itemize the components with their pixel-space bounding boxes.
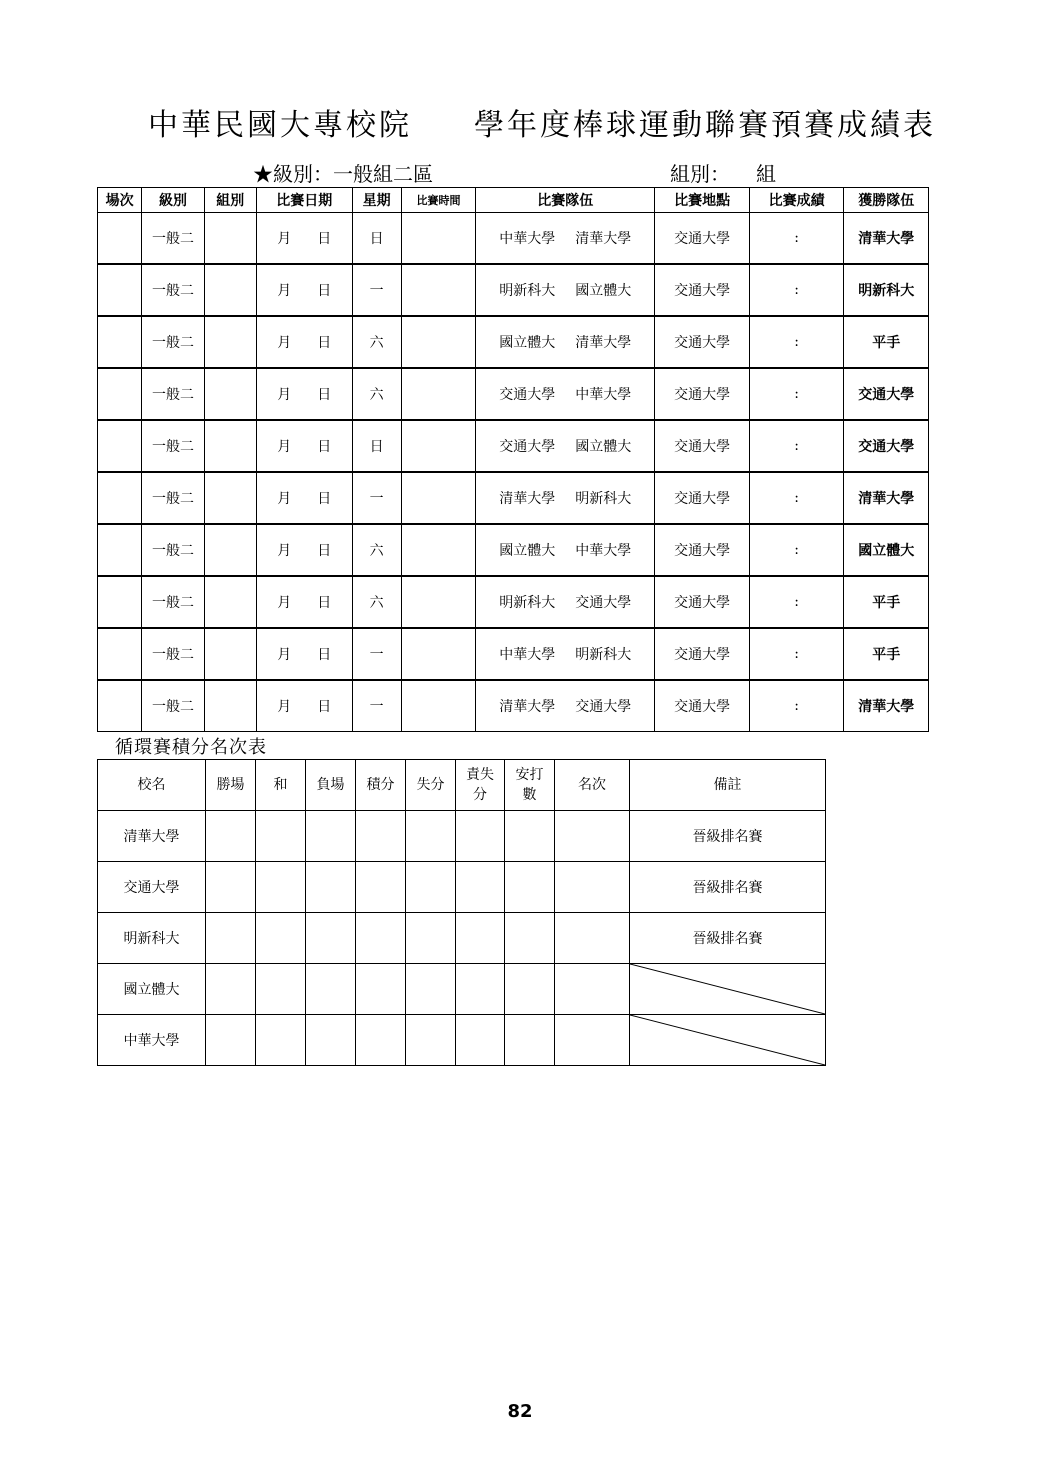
match-day: 日 xyxy=(317,387,332,403)
diagonal-line xyxy=(630,964,825,1014)
standings-header-cell: 積分 xyxy=(356,760,406,811)
table-row xyxy=(98,913,826,964)
standings-header-cell: 名次 xyxy=(555,760,630,811)
match-group xyxy=(204,680,256,732)
standings-cell xyxy=(406,1015,456,1066)
match-score: : xyxy=(749,264,844,316)
match-score: : xyxy=(749,680,844,732)
standings-cell xyxy=(456,1015,505,1066)
match-venue: 交通大學 xyxy=(655,264,750,316)
match-results-table xyxy=(97,187,929,732)
group-label: 組別： xyxy=(670,162,730,186)
standings-cell xyxy=(456,913,505,964)
match-winner: 清華大學 xyxy=(844,472,929,524)
table-row xyxy=(98,368,929,420)
match-team2: 中華大學 xyxy=(575,387,632,403)
match-no xyxy=(98,680,142,732)
header-cell: 比賽地點 xyxy=(655,188,750,213)
match-teams xyxy=(476,264,655,316)
note-cell: 晉級排名賽 xyxy=(630,862,826,913)
match-month: 月 xyxy=(277,543,292,559)
match-team2: 交通大學 xyxy=(575,699,632,715)
standings-table xyxy=(97,759,826,1066)
table-row xyxy=(98,316,929,368)
match-no xyxy=(98,576,142,628)
match-month: 月 xyxy=(277,335,292,351)
match-day: 日 xyxy=(317,231,332,247)
standings-cell xyxy=(505,862,555,913)
group-suffix: 組 xyxy=(756,162,776,186)
standings-cell xyxy=(256,811,306,862)
header-cell: 比賽成績 xyxy=(749,188,844,213)
standings-header-cell: 備註 xyxy=(630,760,826,811)
match-month: 月 xyxy=(277,439,292,455)
match-day: 日 xyxy=(317,595,332,611)
standings-cell xyxy=(306,913,356,964)
match-venue: 交通大學 xyxy=(655,316,750,368)
standings-header-cell: 安打 數 xyxy=(505,760,555,811)
match-date xyxy=(256,680,352,732)
match-month: 月 xyxy=(277,231,292,247)
standings-cell xyxy=(206,1015,256,1066)
match-teams xyxy=(476,213,655,265)
match-day: 日 xyxy=(317,335,332,351)
match-winner: 清華大學 xyxy=(844,213,929,265)
match-score: : xyxy=(749,524,844,576)
standings-cell xyxy=(555,862,630,913)
match-teams xyxy=(476,316,655,368)
match-weekday: 六 xyxy=(352,368,401,420)
match-venue: 交通大學 xyxy=(655,213,750,265)
page-title xyxy=(148,100,936,144)
match-day: 日 xyxy=(317,439,332,455)
header-cell: 比賽日期 xyxy=(256,188,352,213)
match-group xyxy=(204,420,256,472)
match-time xyxy=(401,420,475,472)
standings-cell xyxy=(555,964,630,1015)
standings-cell xyxy=(406,964,456,1015)
match-score: : xyxy=(749,213,844,265)
table-row xyxy=(98,472,929,524)
standings-cell xyxy=(406,811,456,862)
note-cell: 晉級排名賽 xyxy=(630,811,826,862)
match-weekday: 日 xyxy=(352,420,401,472)
match-no xyxy=(98,472,142,524)
school-name: 中華大學 xyxy=(98,1015,206,1066)
standings-cell xyxy=(206,862,256,913)
match-team1: 國立體大 xyxy=(499,543,556,559)
standings-cell xyxy=(555,811,630,862)
school-name: 明新科大 xyxy=(98,913,206,964)
match-group xyxy=(204,213,256,265)
match-teams xyxy=(476,628,655,680)
match-team2: 交通大學 xyxy=(575,595,632,611)
match-winner: 交通大學 xyxy=(844,420,929,472)
standings-cell xyxy=(555,1015,630,1066)
group-label-wrap xyxy=(670,158,776,187)
table-row xyxy=(98,264,929,316)
match-time xyxy=(401,576,475,628)
match-team2: 明新科大 xyxy=(575,647,632,663)
school-name: 國立體大 xyxy=(98,964,206,1015)
standings-header-cell: 責失 分 xyxy=(456,760,505,811)
standings-header-cell: 校名 xyxy=(98,760,206,811)
match-date xyxy=(256,420,352,472)
match-level: 一般二 xyxy=(142,628,204,680)
standings-cell xyxy=(256,913,306,964)
match-teams xyxy=(476,472,655,524)
standings-cell xyxy=(505,811,555,862)
match-winner: 清華大學 xyxy=(844,680,929,732)
school-name: 清華大學 xyxy=(98,811,206,862)
match-score: : xyxy=(749,368,844,420)
table-row xyxy=(98,213,929,265)
standings-cell xyxy=(256,862,306,913)
header-cell: 組別 xyxy=(204,188,256,213)
standings-cell xyxy=(505,913,555,964)
header-cell: 獲勝隊伍 xyxy=(844,188,929,213)
match-weekday: 一 xyxy=(352,680,401,732)
match-team2: 國立體大 xyxy=(575,283,632,299)
match-winner: 平手 xyxy=(844,316,929,368)
match-weekday: 一 xyxy=(352,628,401,680)
match-no xyxy=(98,316,142,368)
match-month: 月 xyxy=(277,647,292,663)
match-venue: 交通大學 xyxy=(655,472,750,524)
match-time xyxy=(401,213,475,265)
match-level: 一般二 xyxy=(142,213,204,265)
match-no xyxy=(98,368,142,420)
header-cell: 比賽隊伍 xyxy=(476,188,655,213)
standings-header-cell: 失分 xyxy=(406,760,456,811)
match-team1: 國立體大 xyxy=(499,335,556,351)
match-group xyxy=(204,472,256,524)
match-date xyxy=(256,576,352,628)
standings-cell xyxy=(306,964,356,1015)
match-level: 一般二 xyxy=(142,576,204,628)
standings-cell xyxy=(456,811,505,862)
match-team2: 清華大學 xyxy=(575,335,632,351)
match-winner: 明新科大 xyxy=(844,264,929,316)
match-venue: 交通大學 xyxy=(655,524,750,576)
match-level: 一般二 xyxy=(142,264,204,316)
match-time xyxy=(401,264,475,316)
match-date xyxy=(256,368,352,420)
match-day: 日 xyxy=(317,491,332,507)
header-cell: 比賽時間 xyxy=(401,188,475,213)
match-time xyxy=(401,680,475,732)
match-team1: 清華大學 xyxy=(499,491,556,507)
standings-cell xyxy=(356,964,406,1015)
standings-cell xyxy=(505,964,555,1015)
match-team1: 明新科大 xyxy=(499,283,556,299)
match-venue: 交通大學 xyxy=(655,680,750,732)
standings-cell xyxy=(505,1015,555,1066)
title-part2: 學年度棒球運動聯賽預賽成績表 xyxy=(474,108,936,143)
page-number: 82 xyxy=(507,1401,533,1422)
standings-header-cell: 勝場 xyxy=(206,760,256,811)
match-team1: 明新科大 xyxy=(499,595,556,611)
table-row xyxy=(98,524,929,576)
note-cell-crossed xyxy=(630,1015,826,1066)
match-winner: 國立體大 xyxy=(844,524,929,576)
match-score: : xyxy=(749,316,844,368)
match-teams xyxy=(476,368,655,420)
match-winner: 平手 xyxy=(844,576,929,628)
table-row xyxy=(98,862,826,913)
standings-cell xyxy=(206,811,256,862)
match-group xyxy=(204,576,256,628)
match-level: 一般二 xyxy=(142,316,204,368)
standings-header-row xyxy=(98,760,826,811)
table-row xyxy=(98,576,929,628)
match-team2: 明新科大 xyxy=(575,491,632,507)
division-label: ★級別：一般組二區 xyxy=(253,162,433,186)
match-group xyxy=(204,368,256,420)
note-cell: 晉級排名賽 xyxy=(630,913,826,964)
table-row xyxy=(98,420,929,472)
match-venue: 交通大學 xyxy=(655,628,750,680)
standings-cell xyxy=(256,1015,306,1066)
match-winner: 交通大學 xyxy=(844,368,929,420)
standings-cell xyxy=(406,862,456,913)
match-level: 一般二 xyxy=(142,472,204,524)
header-cell: 場次 xyxy=(98,188,142,213)
title-part1: 中華民國大專校院 xyxy=(148,108,412,143)
match-venue: 交通大學 xyxy=(655,576,750,628)
match-team1: 中華大學 xyxy=(499,647,556,663)
match-date xyxy=(256,264,352,316)
table-row xyxy=(98,628,929,680)
match-day: 日 xyxy=(317,543,332,559)
match-date xyxy=(256,524,352,576)
match-time xyxy=(401,368,475,420)
standings-cell xyxy=(356,862,406,913)
standings-cell xyxy=(256,964,306,1015)
match-winner: 平手 xyxy=(844,628,929,680)
match-weekday: 六 xyxy=(352,524,401,576)
standings-header-cell: 負場 xyxy=(306,760,356,811)
match-month: 月 xyxy=(277,595,292,611)
match-day: 日 xyxy=(317,647,332,663)
match-group xyxy=(204,524,256,576)
standings-cell xyxy=(406,913,456,964)
table-row xyxy=(98,811,826,862)
match-weekday: 一 xyxy=(352,264,401,316)
match-no xyxy=(98,264,142,316)
match-time xyxy=(401,316,475,368)
match-date xyxy=(256,213,352,265)
match-weekday: 六 xyxy=(352,316,401,368)
match-team1: 交通大學 xyxy=(499,387,556,403)
standings-cell xyxy=(555,913,630,964)
standings-header-cell: 和 xyxy=(256,760,306,811)
match-score: : xyxy=(749,628,844,680)
standings-cell xyxy=(306,1015,356,1066)
standings-cell xyxy=(306,862,356,913)
match-day: 日 xyxy=(317,283,332,299)
standings-cell xyxy=(456,862,505,913)
match-day: 日 xyxy=(317,699,332,715)
match-score: : xyxy=(749,576,844,628)
match-month: 月 xyxy=(277,387,292,403)
diagonal-line xyxy=(630,1015,825,1065)
match-time xyxy=(401,628,475,680)
match-weekday: 日 xyxy=(352,213,401,265)
match-group xyxy=(204,264,256,316)
table-row xyxy=(98,1015,826,1066)
match-team2: 國立體大 xyxy=(575,439,632,455)
match-score: : xyxy=(749,420,844,472)
match-no xyxy=(98,524,142,576)
standings-cell xyxy=(356,1015,406,1066)
match-team1: 中華大學 xyxy=(499,231,556,247)
match-level: 一般二 xyxy=(142,680,204,732)
match-team1: 清華大學 xyxy=(499,699,556,715)
note-cell-crossed xyxy=(630,964,826,1015)
match-venue: 交通大學 xyxy=(655,368,750,420)
match-date xyxy=(256,628,352,680)
match-time xyxy=(401,524,475,576)
standings-caption: 循環賽積分名次表 xyxy=(115,737,267,758)
match-venue: 交通大學 xyxy=(655,420,750,472)
standings-cell xyxy=(356,913,406,964)
match-no xyxy=(98,213,142,265)
match-no xyxy=(98,628,142,680)
match-no xyxy=(98,420,142,472)
match-level: 一般二 xyxy=(142,368,204,420)
match-month: 月 xyxy=(277,283,292,299)
match-time xyxy=(401,472,475,524)
header-cell: 星期 xyxy=(352,188,401,213)
match-group xyxy=(204,316,256,368)
standings-cell xyxy=(206,964,256,1015)
match-teams xyxy=(476,524,655,576)
match-level: 一般二 xyxy=(142,524,204,576)
match-weekday: 六 xyxy=(352,576,401,628)
match-group xyxy=(204,628,256,680)
match-header-row xyxy=(98,188,929,213)
match-level: 一般二 xyxy=(142,420,204,472)
match-score: : xyxy=(749,472,844,524)
match-teams xyxy=(476,576,655,628)
school-name: 交通大學 xyxy=(98,862,206,913)
standings-cell xyxy=(356,811,406,862)
standings-cell xyxy=(306,811,356,862)
match-team2: 清華大學 xyxy=(575,231,632,247)
match-weekday: 一 xyxy=(352,472,401,524)
match-date xyxy=(256,472,352,524)
match-teams xyxy=(476,680,655,732)
table-row xyxy=(98,680,929,732)
match-date xyxy=(256,316,352,368)
table-row xyxy=(98,964,826,1015)
header-cell: 級別 xyxy=(142,188,204,213)
match-team1: 交通大學 xyxy=(499,439,556,455)
match-month: 月 xyxy=(277,699,292,715)
match-teams xyxy=(476,420,655,472)
match-team2: 中華大學 xyxy=(575,543,632,559)
standings-cell xyxy=(456,964,505,1015)
standings-cell xyxy=(206,913,256,964)
match-month: 月 xyxy=(277,491,292,507)
